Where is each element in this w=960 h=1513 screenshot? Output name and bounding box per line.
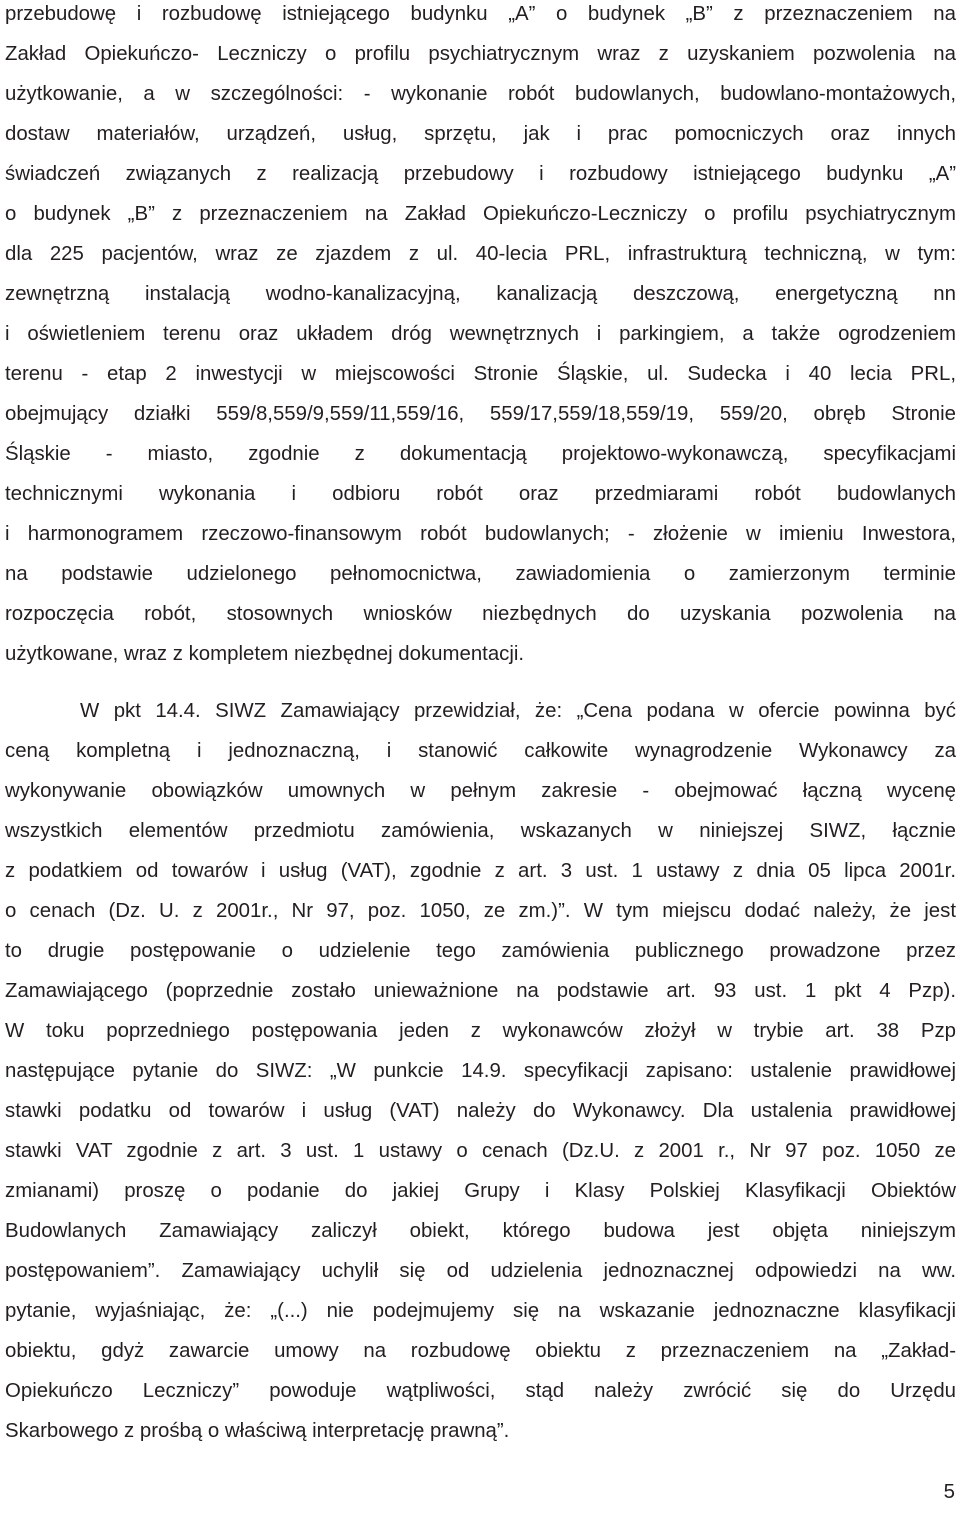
text-line: i oświetleniem terenu oraz układem dróg wewnętrznych i parkingiem, a także ogrodzeniem [5,323,956,345]
text-line: wykonywanie obowiązków umownych w pełnym zakresie - obejmować łączną wycenę [5,780,956,802]
text-line: na podstawie udzielonego pełnomocnictwa, zawiadomienia o zamierzonym terminie [5,563,956,585]
text-line: z podatkiem od towarów i usług (VAT), zgodnie z art. 3 ust. 1 ustawy z dnia 05 lipca 2001r. [5,860,956,882]
text-line: o cenach (Dz. U. z 2001r., Nr 97, poz. 1050, ze zm.)”. W tym miejscu dodać należy, że jest [5,900,956,922]
text-line: Budowlanych Zamawiający zaliczył obiekt, którego budowa jest objęta niniejszym [5,1220,956,1242]
text-line: obejmujący działki 559/8,559/9,559/11,559/16, 559/17,559/18,559/19, 559/20, obręb Stronie [5,403,956,425]
text-line: świadczeń związanych z realizacją przebudowy i rozbudowy istniejącego budynku „A” [5,163,956,185]
paragraph-1 [5,0,956,674]
text-line: Opiekuńczo Leczniczy” powoduje wątpliwości, stąd należy zwrócić się do Urzędu [5,1380,956,1402]
text-line: Zamawiającego (poprzednie zostało unieważnione na podstawie art. 93 ust. 1 pkt 4 Pzp). [5,980,956,1002]
text-line: Skarbowego z prośbą o właściwą interpretację prawną”. [5,1420,510,1442]
text-line: rozpoczęcia robót, stosownych wniosków niezbędnych do uzyskania pozwolenia na [5,603,956,625]
text-line: obiektu, gdyż zawarcie umowy na rozbudowę obiektu z przeznaczeniem na „Zakład- [5,1340,956,1362]
text-line: użytkowane, wraz z kompletem niezbędnej dokumentacji. [5,643,525,665]
text-line: wszystkich elementów przedmiotu zamówienia, wskazanych w niniejszej SIWZ, łącznie [5,820,956,842]
text-line: Śląskie - miasto, zgodnie z dokumentacją projektowo-wykonawczą, specyfikacjami [5,443,956,465]
text-line: stawki VAT zgodnie z art. 3 ust. 1 ustawy o cenach (Dz.U. z 2001 r., Nr 97 poz. 1050 ze [5,1140,956,1162]
text-line: technicznymi wykonania i odbioru robót oraz przedmiarami robót budowlanych [5,483,956,505]
text-line: terenu - etap 2 inwestycji w miejscowości Stronie Śląskie, ul. Sudecka i 40 lecia PRL, [5,363,956,385]
text-line: i harmonogramem rzeczowo-finansowym robót budowlanych; - złożenie w imieniu Inwestora, [5,523,956,545]
text-line: użytkowanie, a w szczególności: - wykonanie robót budowlanych, budowlano-montażowych, [5,83,956,105]
text-line: postępowaniem”. Zamawiający uchylił się od udzielenia jednoznacznej odpowiedzi na ww. [5,1260,956,1282]
text-line: W toku poprzedniego postępowania jeden z wykonawców złożył w trybie art. 38 Pzp [5,1020,956,1042]
text-line: W pkt 14.4. SIWZ Zamawiający przewidział, że: „Cena podana w ofercie powinna być [80,700,956,722]
text-line: Zakład Opiekuńczo- Leczniczy o profilu psychiatrycznym wraz z uzyskaniem pozwolenia na [5,43,956,65]
text-line: przebudowę i rozbudowę istniejącego budynku „A” o budynek „B” z przeznaczeniem na [5,3,956,25]
text-line: zmianami) proszę o podanie do jakiej Grupy i Klasy Polskiej Klasyfikacji Obiektów [5,1180,956,1202]
text-line: ceną kompletną i jednoznaczną, i stanowić całkowite wynagrodzenie Wykonawcy za [5,740,956,762]
text-line: stawki podatku od towarów i usług (VAT) należy do Wykonawcy. Dla ustalenia prawidłowej [5,1100,956,1122]
text-line: o budynek „B” z przeznaczeniem na Zakład Opiekuńczo-Leczniczy o profilu psychiatrycznym [5,203,956,225]
text-line: dla 225 pacjentów, wraz ze zjazdem z ul. 40-lecia PRL, infrastrukturą techniczną, w tym: [5,243,956,265]
paragraph-2 [5,691,956,1451]
text-line: to drugie postępowanie o udzielenie tego zamówienia publicznego prowadzone przez [5,940,956,962]
text-line: zewnętrzną instalacją wodno-kanalizacyjną, kanalizacją deszczową, energetyczną nn [5,283,956,305]
text-line: pytanie, wyjaśniając, że: „(...) nie podejmujemy się na wskazanie jednoznaczne klasyfikacji [5,1300,956,1322]
text-line: dostaw materiałów, urządzeń, usług, sprzętu, jak i prac pomocniczych oraz innych [5,123,956,145]
page-number: 5 [943,1481,955,1503]
text-line: następujące pytanie do SIWZ: „W punkcie 14.9. specyfikacji zapisano: ustalenie prawidłowej [5,1060,956,1082]
